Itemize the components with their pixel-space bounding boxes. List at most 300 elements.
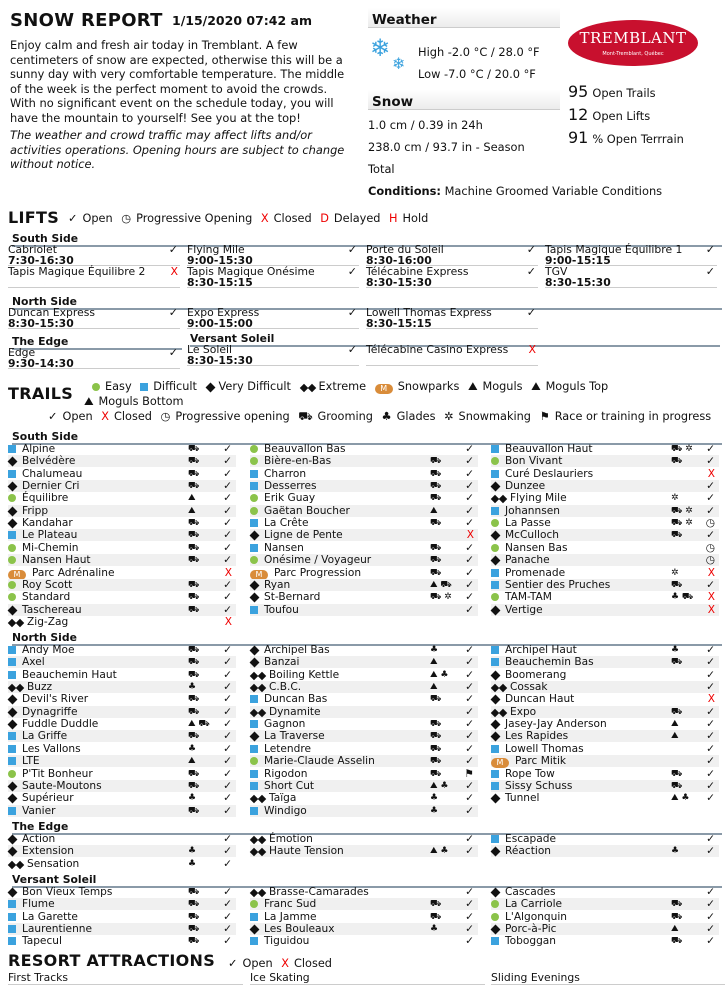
trail-row bbox=[491, 567, 719, 579]
trail-name: Escapade bbox=[491, 833, 556, 845]
glades-groomer-icon: ♣ ⛟ bbox=[671, 592, 694, 603]
trail-status: X bbox=[466, 529, 474, 542]
snowmaking-icon: ✲ bbox=[444, 410, 454, 423]
weather-heading: Weather bbox=[368, 8, 560, 28]
trail-row bbox=[250, 505, 478, 517]
trail-name: Charron bbox=[250, 468, 306, 480]
trail-row bbox=[250, 579, 478, 591]
trail-name: Lowell Thomas bbox=[491, 743, 584, 755]
trail-status: ✓ bbox=[465, 833, 474, 845]
very-difficult-icon bbox=[8, 835, 18, 845]
trail-row bbox=[250, 755, 478, 767]
report-title: SNOW REPORT bbox=[10, 10, 163, 31]
trail-name: LTE bbox=[8, 755, 40, 767]
trail-status: ✓ bbox=[223, 935, 232, 948]
very-difficult-icon bbox=[250, 658, 260, 668]
trail-row bbox=[491, 886, 719, 898]
groomer-icon: ⛟ bbox=[430, 743, 442, 754]
trail-name: Boiling Kettle bbox=[250, 669, 339, 681]
lift-row bbox=[8, 347, 180, 369]
trail-status: ✓ bbox=[223, 730, 232, 743]
lift-status: ✓ bbox=[168, 306, 178, 319]
lift-hours: 7:30-16:30 bbox=[8, 254, 74, 267]
glades-icon: ♣ bbox=[188, 743, 197, 754]
trail-row bbox=[8, 529, 236, 541]
attractions-heading: RESORT ATTRACTIONS bbox=[8, 951, 216, 970]
trail-status: ✓ bbox=[465, 644, 474, 656]
trail-name: Banzai bbox=[250, 656, 299, 668]
groomer-snowmaking-icon: ⛟ ✲ bbox=[671, 444, 693, 454]
groomer-icon: ⛟ bbox=[430, 542, 442, 553]
lift-status: ✓ bbox=[526, 306, 536, 319]
lift-status: ✓ bbox=[168, 346, 178, 359]
trail-name: Andy Moe bbox=[8, 644, 74, 656]
extreme-icon bbox=[299, 384, 307, 392]
lift-row bbox=[545, 244, 717, 266]
trail-row bbox=[491, 505, 719, 517]
trails-legend-difficulty: Easy Difficult Very Difficult Extreme M Snowparks ⛰ Moguls ⛰ Moguls Top bbox=[92, 380, 613, 394]
easy-icon bbox=[250, 494, 258, 502]
difficult-icon bbox=[250, 470, 258, 478]
trail-name: Belvédère bbox=[8, 455, 75, 467]
groomer-snowmaking-icon: ⛟ ✲ bbox=[430, 592, 452, 603]
lift-row bbox=[187, 344, 359, 366]
trail-name: Short Cut bbox=[250, 780, 314, 792]
trail-row bbox=[8, 480, 236, 492]
trail-row bbox=[8, 468, 236, 480]
trail-row bbox=[8, 833, 236, 845]
lift-status: ✓ bbox=[347, 343, 357, 356]
trail-status: ◷ bbox=[705, 517, 715, 530]
trail-status: ✓ bbox=[223, 644, 232, 656]
trail-name: La Crête bbox=[250, 517, 308, 529]
trail-section-heading: North Side bbox=[12, 631, 722, 646]
trail-status: ✓ bbox=[706, 504, 715, 517]
difficult-icon bbox=[8, 445, 16, 453]
trail-name: Duncan Bas bbox=[250, 693, 327, 705]
trail-status: ✓ bbox=[706, 898, 715, 911]
lift-hours: 9:00-15:30 bbox=[187, 254, 253, 267]
easy-icon bbox=[92, 383, 100, 391]
trail-name: Erik Guay bbox=[250, 492, 315, 504]
groomer-icon: ⛟ bbox=[430, 768, 442, 779]
trail-status: ✓ bbox=[223, 923, 232, 936]
groomer-icon: ⛟ bbox=[188, 456, 200, 467]
difficult-icon bbox=[491, 445, 499, 453]
very-difficult-icon bbox=[491, 556, 501, 566]
trail-status: ✓ bbox=[706, 792, 715, 805]
trail-status: ✓ bbox=[223, 857, 232, 870]
trail-status: ✓ bbox=[465, 603, 474, 616]
very-difficult-icon bbox=[250, 531, 260, 541]
difficult-icon bbox=[8, 646, 16, 654]
easy-icon bbox=[8, 770, 16, 778]
trail-status: X bbox=[707, 603, 715, 616]
difficult-icon bbox=[491, 507, 499, 515]
easy-icon bbox=[8, 544, 16, 552]
trail-name: Dunzee bbox=[491, 480, 545, 492]
trail-row bbox=[250, 681, 478, 693]
trail-status: ✓ bbox=[465, 779, 474, 792]
trail-row bbox=[250, 529, 478, 541]
groomer-icon: ⛟ bbox=[188, 731, 200, 742]
groomer-icon: ⛟ bbox=[671, 579, 683, 590]
difficult-icon bbox=[8, 807, 16, 815]
easy-icon bbox=[491, 593, 499, 601]
trail-status: ✓ bbox=[223, 480, 232, 493]
groomer-icon: ⛟ bbox=[188, 481, 200, 492]
difficult-icon bbox=[8, 757, 16, 765]
moguls-glades-icon: ⛰ ♣ bbox=[430, 669, 449, 680]
trail-row bbox=[8, 718, 236, 730]
easy-icon bbox=[491, 913, 499, 921]
trail-row bbox=[491, 554, 719, 566]
trail-section-heading: South Side bbox=[12, 430, 722, 445]
trail-status: ◷ bbox=[705, 541, 715, 554]
very-difficult-icon bbox=[491, 695, 501, 705]
trail-status: X bbox=[707, 566, 715, 579]
lift-hours: 8:30-15:30 bbox=[187, 354, 253, 367]
lift-name: Edge bbox=[8, 346, 36, 359]
trail-name: Saute-Moutons bbox=[8, 780, 102, 792]
snow-total-label: Total bbox=[368, 162, 395, 176]
trail-row bbox=[8, 616, 236, 628]
trail-status: ✓ bbox=[223, 504, 232, 517]
very-difficult-icon bbox=[491, 732, 501, 742]
trail-section-heading: The Edge bbox=[12, 820, 722, 835]
snowmaking-icon: ✲ bbox=[671, 493, 679, 504]
lift-row bbox=[366, 244, 538, 266]
moguls-groomer-icon: ⛰ ⛟ bbox=[188, 719, 210, 730]
trail-row bbox=[491, 681, 719, 693]
trail-row bbox=[250, 911, 478, 923]
trail-status: ✓ bbox=[465, 730, 474, 743]
trail-name: Ligne de Pente bbox=[250, 529, 343, 541]
difficult-icon bbox=[140, 383, 148, 391]
trail-name: M Parc Progression bbox=[250, 567, 361, 580]
trail-row bbox=[491, 845, 719, 857]
trail-row bbox=[8, 858, 236, 870]
trail-row bbox=[8, 681, 236, 693]
trail-row bbox=[491, 706, 719, 718]
trail-name: Toufou bbox=[250, 604, 299, 616]
very-difficult-icon bbox=[8, 506, 18, 516]
tremblant-logo[interactable]: Mont-Tremblant, Québec TREMBLANT bbox=[568, 20, 698, 66]
difficult-icon bbox=[250, 770, 258, 778]
difficult-icon bbox=[250, 782, 258, 790]
trail-name: Cascades bbox=[491, 886, 556, 898]
very-difficult-icon bbox=[491, 605, 501, 615]
lift-name: Le Soleil bbox=[187, 343, 233, 356]
trail-row bbox=[8, 644, 236, 656]
trail-name: Archipel Haut bbox=[491, 644, 577, 656]
trail-name: Tapecul bbox=[8, 935, 62, 947]
trail-name: Laurentienne bbox=[8, 923, 92, 935]
trail-status: X bbox=[707, 591, 715, 604]
groomer-icon: ⛟ bbox=[188, 579, 200, 590]
trail-name: Beauchemin Bas bbox=[491, 656, 594, 668]
trail-name: La Carriole bbox=[491, 898, 562, 910]
trail-status: ✓ bbox=[465, 742, 474, 755]
stat-open-lifts: 12 Open Lifts bbox=[568, 105, 651, 124]
trail-status: ✓ bbox=[465, 554, 474, 567]
easy-icon bbox=[250, 757, 258, 765]
trail-name: Les Bouleaux bbox=[250, 923, 335, 935]
trail-name: La Traverse bbox=[250, 730, 325, 742]
trail-status: ✓ bbox=[465, 668, 474, 681]
lift-section-heading: South Side bbox=[12, 232, 722, 247]
lifts-legend: ✓ Open ◷ Progressive Opening X Closed D Delayed H Hold bbox=[68, 212, 429, 225]
easy-icon bbox=[491, 544, 499, 552]
lift-hours: 8:30-15:30 bbox=[8, 317, 74, 330]
very-difficult-icon bbox=[8, 888, 18, 898]
trail-status: ✓ bbox=[223, 492, 232, 505]
glades-icon: ♣ bbox=[430, 924, 439, 935]
trail-name: Tiguidou bbox=[250, 935, 309, 947]
groomer-icon: ⛟ bbox=[188, 669, 200, 680]
attraction-ice-skating: Ice Skating bbox=[250, 971, 485, 985]
trail-row bbox=[250, 706, 478, 718]
difficult-icon bbox=[250, 519, 258, 527]
lift-section-heading: The Edge bbox=[12, 335, 182, 350]
trail-name: Nansen Haut bbox=[8, 554, 91, 566]
difficult-icon bbox=[491, 581, 499, 589]
lift-name: Tapis Magique Équilibre 1 bbox=[545, 243, 683, 256]
trail-name: Dernier Cri bbox=[8, 480, 79, 492]
groomer-icon: ⛟ bbox=[430, 719, 442, 730]
trail-name: Nansen bbox=[250, 542, 304, 554]
trail-status: ✓ bbox=[465, 886, 474, 898]
very-difficult-icon bbox=[205, 383, 215, 393]
lift-row bbox=[366, 344, 538, 366]
trail-row bbox=[491, 935, 719, 947]
trail-status: ✓ bbox=[465, 517, 474, 530]
very-difficult-icon bbox=[8, 605, 18, 615]
trail-status: ✓ bbox=[465, 455, 474, 468]
groomer-icon: ⛟ bbox=[430, 555, 442, 566]
trail-name: Roy Scott bbox=[8, 579, 72, 591]
trail-section-heading: Versant Soleil bbox=[12, 873, 722, 888]
difficult-icon bbox=[250, 544, 258, 552]
trail-row bbox=[250, 554, 478, 566]
difficult-icon bbox=[8, 745, 16, 753]
trail-status: ✓ bbox=[706, 779, 715, 792]
trail-name: Tunnel bbox=[491, 792, 539, 804]
trail-row bbox=[491, 693, 719, 705]
trail-row bbox=[250, 644, 478, 656]
lift-name: Télécabine Express bbox=[366, 265, 469, 278]
difficult-icon bbox=[491, 770, 499, 778]
trail-status: ✓ bbox=[465, 923, 474, 936]
groomer-icon: ⛟ bbox=[430, 481, 442, 492]
trail-name: Windigo bbox=[250, 805, 307, 817]
trail-row bbox=[8, 505, 236, 517]
lift-status: ✓ bbox=[526, 265, 536, 278]
trail-status: ✓ bbox=[706, 705, 715, 718]
trail-status: ✓ bbox=[465, 492, 474, 505]
trail-name: Émotion bbox=[250, 833, 313, 845]
trail-name: Flume bbox=[8, 898, 55, 910]
groomer-icon: ⛟ bbox=[188, 468, 200, 479]
easy-icon bbox=[491, 900, 499, 908]
easy-icon bbox=[491, 519, 499, 527]
trail-row bbox=[8, 554, 236, 566]
difficult-icon bbox=[250, 606, 258, 614]
lift-status: ✓ bbox=[705, 265, 715, 278]
flag-icon: ⚑ bbox=[539, 410, 550, 423]
lift-name: Flying Mile bbox=[187, 243, 245, 256]
trail-status: ✓ bbox=[465, 480, 474, 493]
trail-row bbox=[8, 455, 236, 467]
difficult-icon bbox=[8, 470, 16, 478]
trail-name: Le Plateau bbox=[8, 529, 77, 541]
trail-status: ✓ bbox=[223, 742, 232, 755]
trail-row bbox=[491, 644, 719, 656]
trail-row bbox=[8, 898, 236, 910]
trail-name: Letendre bbox=[250, 743, 311, 755]
trail-name: M Parc Adrénaline bbox=[8, 567, 114, 580]
trail-name: La Passe bbox=[491, 517, 551, 529]
moguls-icon: ⛰ bbox=[430, 682, 438, 693]
trail-status: X bbox=[707, 467, 715, 480]
groomer-snowmaking-icon: ⛟ ✲ bbox=[671, 505, 693, 516]
glades-icon: ♣ bbox=[188, 793, 197, 804]
difficult-icon bbox=[8, 925, 16, 933]
extreme-icon bbox=[250, 848, 258, 856]
trail-name: Fripp bbox=[8, 505, 48, 517]
trail-name: Brasse-Camarades bbox=[250, 886, 369, 898]
trail-row bbox=[8, 911, 236, 923]
trail-row bbox=[8, 443, 236, 455]
trail-name: Gagnon bbox=[250, 718, 305, 730]
trail-status: ✓ bbox=[465, 804, 474, 817]
trail-row bbox=[250, 591, 478, 603]
trail-row bbox=[491, 604, 719, 616]
trail-status: ✓ bbox=[223, 833, 232, 845]
trail-row bbox=[491, 718, 719, 730]
trail-name: Devil's River bbox=[8, 693, 88, 705]
trail-name: Porc-à-Pic bbox=[491, 923, 557, 935]
trail-row bbox=[250, 923, 478, 935]
check-icon: ✓ bbox=[68, 212, 78, 225]
stat-open-trails: 95 Open Trails bbox=[568, 82, 656, 101]
trail-row bbox=[250, 480, 478, 492]
trail-row bbox=[250, 443, 478, 455]
trail-status: ✓ bbox=[465, 578, 474, 591]
trail-status: ✓ bbox=[223, 443, 232, 455]
groomer-icon: ⛟ bbox=[430, 694, 442, 705]
difficult-icon bbox=[8, 671, 16, 679]
trail-row bbox=[491, 542, 719, 554]
trail-status: ✓ bbox=[223, 517, 232, 530]
groomer-icon: ⛟ bbox=[188, 604, 200, 615]
trail-row bbox=[250, 656, 478, 668]
groomer-icon: ⛟ bbox=[671, 456, 683, 467]
trail-row bbox=[250, 935, 478, 947]
easy-icon bbox=[491, 457, 499, 465]
difficult-icon bbox=[8, 937, 16, 945]
moguls-groomer-icon: ⛰ ⛟ bbox=[430, 579, 452, 590]
trail-row bbox=[491, 529, 719, 541]
clock-icon: ◷ bbox=[160, 410, 171, 423]
trail-status: ✓ bbox=[706, 833, 715, 845]
trail-status: ✓ bbox=[465, 566, 474, 579]
trail-status: ✓ bbox=[223, 705, 232, 718]
trail-status: X bbox=[224, 615, 232, 628]
trail-name: Fuddle Duddle bbox=[8, 718, 98, 730]
very-difficult-icon bbox=[8, 847, 18, 857]
trail-status: ✓ bbox=[706, 681, 715, 694]
report-note: The weather and crowd traffic may affect lifts and/or activities operations. Opening hours are subject to change without notice. bbox=[10, 128, 345, 172]
trail-name: Toboggan bbox=[491, 935, 556, 947]
trail-status: ✓ bbox=[223, 910, 232, 923]
trail-name: Alpine bbox=[8, 443, 55, 455]
lift-status: ✓ bbox=[347, 265, 357, 278]
trail-row bbox=[8, 706, 236, 718]
lift-row bbox=[366, 266, 538, 288]
trails-legend-status: ✓ Open X Closed ◷ Progressive opening ⛟ Grooming ♣ Glades ✲ Snowmaking ⚑ Race or training in progress bbox=[48, 410, 712, 423]
lift-hours: 9:30-14:30 bbox=[8, 357, 74, 370]
trail-row bbox=[250, 492, 478, 504]
trail-status: ✓ bbox=[465, 681, 474, 694]
trail-name: Flying Mile bbox=[491, 492, 567, 504]
glades-icon: ♣ bbox=[430, 645, 439, 655]
trail-row bbox=[8, 730, 236, 742]
trail-status: ✓ bbox=[223, 591, 232, 604]
trail-status: ⚑ bbox=[464, 767, 474, 780]
trail-status: ✓ bbox=[465, 705, 474, 718]
trail-name: Bière-en-Bas bbox=[250, 455, 331, 467]
trail-name: Beauchemin Haut bbox=[8, 669, 117, 681]
groomer-icon: ⛟ bbox=[188, 780, 200, 791]
trail-row bbox=[250, 567, 478, 579]
moguls-icon: ⛰ bbox=[188, 493, 196, 504]
clock-icon: ◷ bbox=[121, 212, 132, 225]
very-difficult-icon bbox=[8, 707, 18, 717]
glades-icon: ♣ bbox=[671, 645, 680, 655]
moguls-top-icon: ⛰ bbox=[531, 380, 541, 393]
trail-status: ✓ bbox=[465, 693, 474, 706]
trail-row bbox=[8, 517, 236, 529]
trail-name: Gaëtan Boucher bbox=[250, 505, 350, 517]
trail-status: ✓ bbox=[223, 554, 232, 567]
very-difficult-icon bbox=[8, 482, 18, 492]
groomer-icon: ⛟ bbox=[671, 780, 683, 791]
trail-name: Dynagriffe bbox=[8, 706, 77, 718]
trail-name: Marie-Claude Asselin bbox=[250, 755, 375, 767]
trail-name: Chalumeau bbox=[8, 468, 82, 480]
check-icon: ✓ bbox=[228, 957, 238, 970]
trail-name: Johannsen bbox=[491, 505, 560, 517]
snowflake-icon: ❄ bbox=[370, 34, 391, 62]
weather-low: Low -7.0 °C / 20.0 °F bbox=[418, 67, 536, 81]
lift-name: Lowell Thomas Express bbox=[366, 306, 492, 319]
trail-name: TAM-TAM bbox=[491, 591, 552, 603]
lift-name: Télécabine Casino Express bbox=[366, 343, 509, 356]
trail-name: Haute Tension bbox=[250, 845, 344, 857]
trail-status: ✓ bbox=[706, 923, 715, 936]
lift-row bbox=[8, 266, 180, 288]
easy-icon bbox=[250, 507, 258, 515]
trail-status: ✓ bbox=[465, 718, 474, 731]
trail-row bbox=[8, 542, 236, 554]
trail-name: Kandahar bbox=[8, 517, 73, 529]
trail-row bbox=[491, 730, 719, 742]
trail-status: ✓ bbox=[706, 443, 715, 455]
very-difficult-icon bbox=[491, 847, 501, 857]
very-difficult-icon bbox=[491, 720, 501, 730]
trail-row bbox=[8, 656, 236, 668]
